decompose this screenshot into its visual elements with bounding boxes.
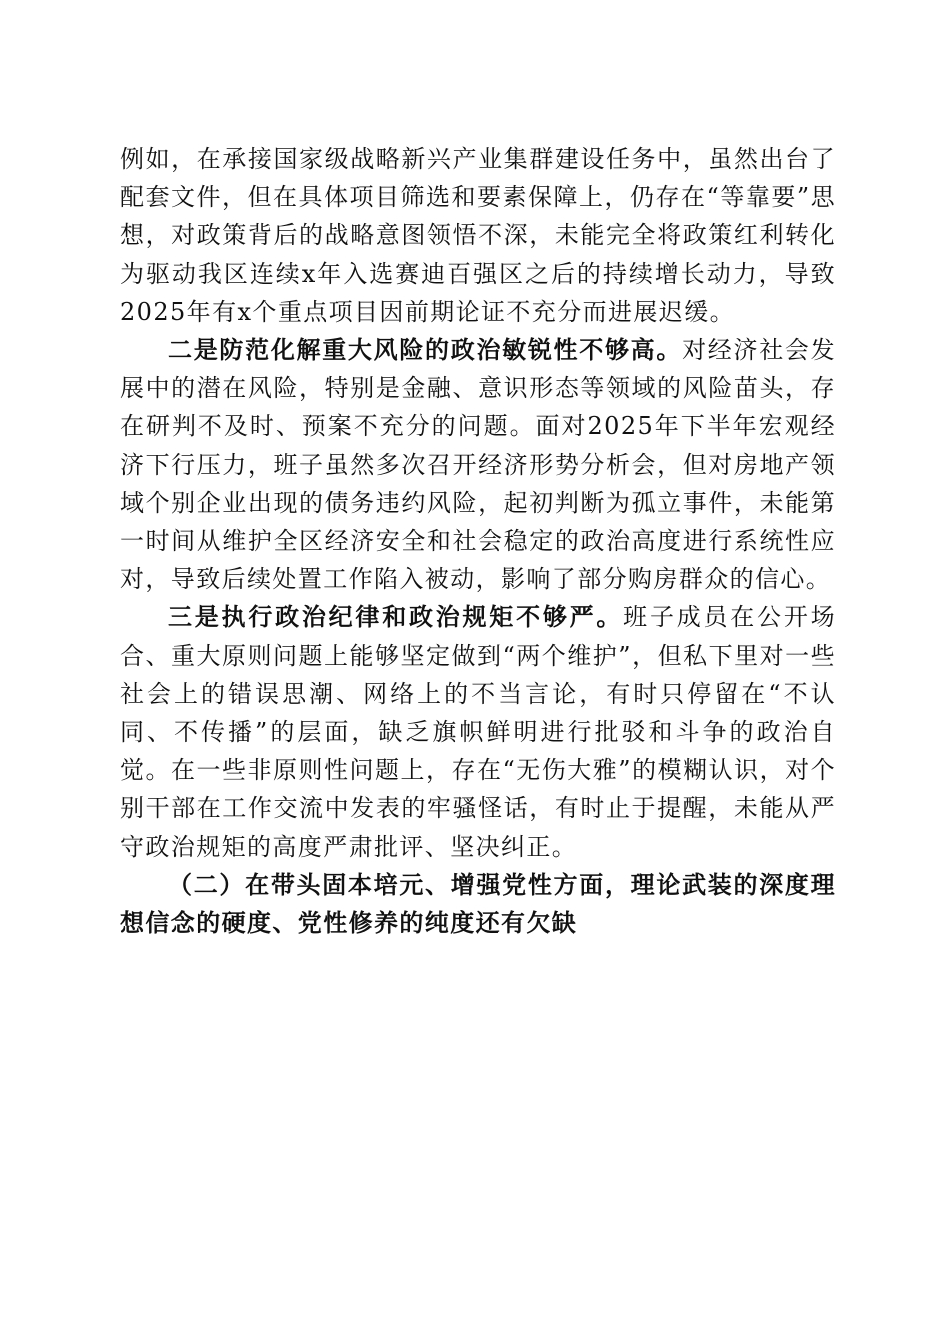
- paragraph-risk-sensitivity: [120, 331, 836, 598]
- paragraph-continuation: [120, 140, 836, 331]
- paragraph-lead: 三是执行政治纪律和政治规矩不够严。: [168, 602, 624, 632]
- paragraph-body: 例如，在承接国家级战略新兴产业集群建设任务中，虽然出台了配套文件，但在具体项目筛选和要素保障上，仍存在“等靠要”思想，对政策背后的战略意图领悟不深，未能完全将政策红利转化为驱动我区连续x年入选赛迪百强区之后的持续增长动力，导致2025年有x个重点项目因前期论证不充分而进展迟缓。: [120, 145, 836, 326]
- paragraph-body: 班子成员在公开场合、重大原则问题上能够坚定做到“两个维护”，但私下里对一些社会上的错误思潮、网络上的不当言论，有时只停留在“不认同、不传播”的层面，缺乏旗帜鲜明进行批驳和斗争的政治自觉。在一些非原则性问题上，存在“无伤大雅”的模糊认识，对个别干部在工作交流中发表的牢骚怪话，有时止于提醒，未能从严守政治规矩的高度严肃批评、坚决纠正。: [120, 603, 836, 861]
- paragraph-political-discipline: [120, 598, 836, 865]
- document-page: [120, 140, 836, 942]
- section-heading-text: （二）在带头固本培元、增强党性方面，理论武装的深度理想信念的硬度、党性修养的纯度还有欠缺: [120, 869, 836, 938]
- section-heading: [120, 866, 836, 942]
- paragraph-lead: 二是防范化解重大风险的政治敏锐性不够高。: [168, 335, 683, 365]
- paragraph-body: 对经济社会发展中的潜在风险，特别是金融、意识形态等领域的风险苗头，存在研判不及时、预案不充分的问题。面对2025年下半年宏观经济下行压力，班子虽然多次召开经济形势分析会，但对房地产领域个别企业出现的债务违约风险，起初判断为孤立事件，未能第一时间从维护全区经济安全和社会稳定的政治高度进行系统性应对，导致后续处置工作陷入被动，影响了部分购房群众的信心。: [120, 336, 836, 594]
